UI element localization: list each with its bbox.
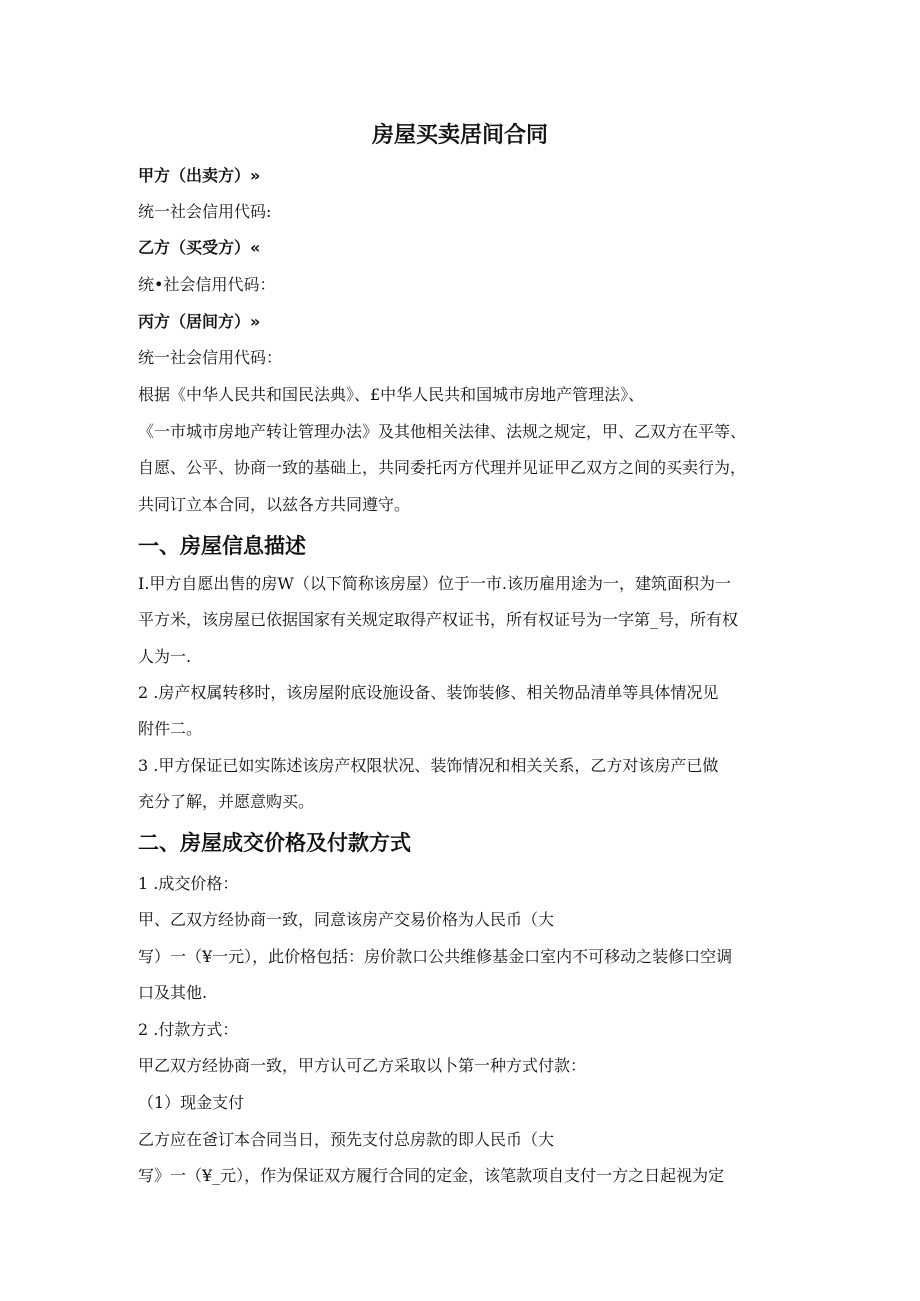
party-b-credit-code: 统•社会信用代码：	[138, 275, 276, 294]
party-a-label: 甲方（出卖方）»	[138, 166, 261, 185]
section-2-line: 1 .成交价格：	[138, 874, 239, 893]
section-2-heading: 二、房屋成交价格及付款方式	[138, 831, 411, 855]
section-1-line: I.甲方自愿出售的房W（以下简称该房屋）位于一市.该历雇用途为一，建筑面积为一	[138, 574, 731, 593]
section-2-line: 乙方应在爸订本合同当日，预先支付总房款的即人民币（大	[138, 1130, 555, 1149]
section-2-line: 2 .付款方式：	[138, 1020, 239, 1039]
section-1-line: 附件二。	[138, 719, 203, 738]
preamble-line: 自愿、公平、协商一致的基础上，共同委托丙方代理并见证甲乙双方之间的买卖行为，	[138, 458, 747, 477]
section-1-heading: 一、房屋信息描述	[138, 534, 306, 558]
section-2-line: 口及其他.	[138, 983, 208, 1002]
section-1-line: 充分了解，并愿意购买。	[138, 792, 315, 811]
preamble-line: 根据《中华人民共和国民法典》、£中华人民共和国城市房地产管理法》、	[138, 385, 645, 404]
section-1-line: 人为一.	[138, 647, 192, 666]
party-c-label: 丙方（居间方）»	[138, 312, 261, 331]
party-a-credit-code: 统一社会信用代码:	[138, 202, 272, 221]
section-2-line: 甲乙双方经协商一致，甲方认可乙方采取以卜第一种方式付款：	[138, 1056, 587, 1075]
section-1-line: 3 .甲方保证已如实陈述该房产权限状况、装饰情况和相关关系，乙方对该房产已做	[138, 756, 719, 775]
section-2-line: 写》一（¥_元），作为保证双方履行合同的定金，该笔款项自支付一方之日起视为定	[138, 1166, 725, 1185]
party-b-label: 乙方（买受方）«	[138, 238, 261, 257]
section-1-line: 2 .房产权属转移时，该房屋附底设施设备、装饰装修、相关物品清单等具体情况见	[138, 683, 719, 702]
section-2-line: 写）一（¥一元），此价格包括：房价款口公共维修基金口室内不可移动之装修口空调	[138, 947, 733, 966]
section-2-line: 甲、乙双方经协商一致，同意该房产交易价格为人民币（大	[138, 910, 555, 929]
preamble-line: 共同订立本合同，以兹各方共同遵守。	[138, 495, 411, 514]
party-c-credit-code: 统一社会信用代码：	[138, 348, 283, 367]
preamble-line: 《一市城市房地产转让管理办法》及其他相关法律、法规之规定，甲、乙双方在平等、	[138, 422, 747, 441]
document-title: 房屋买卖居间合同	[371, 123, 548, 148]
section-2-line: （1）现金支付	[138, 1093, 245, 1112]
section-1-line: 平方米，该房屋已依据国家有关规定取得产权证书，所有权证号为一字第_号，所有权	[138, 610, 739, 629]
